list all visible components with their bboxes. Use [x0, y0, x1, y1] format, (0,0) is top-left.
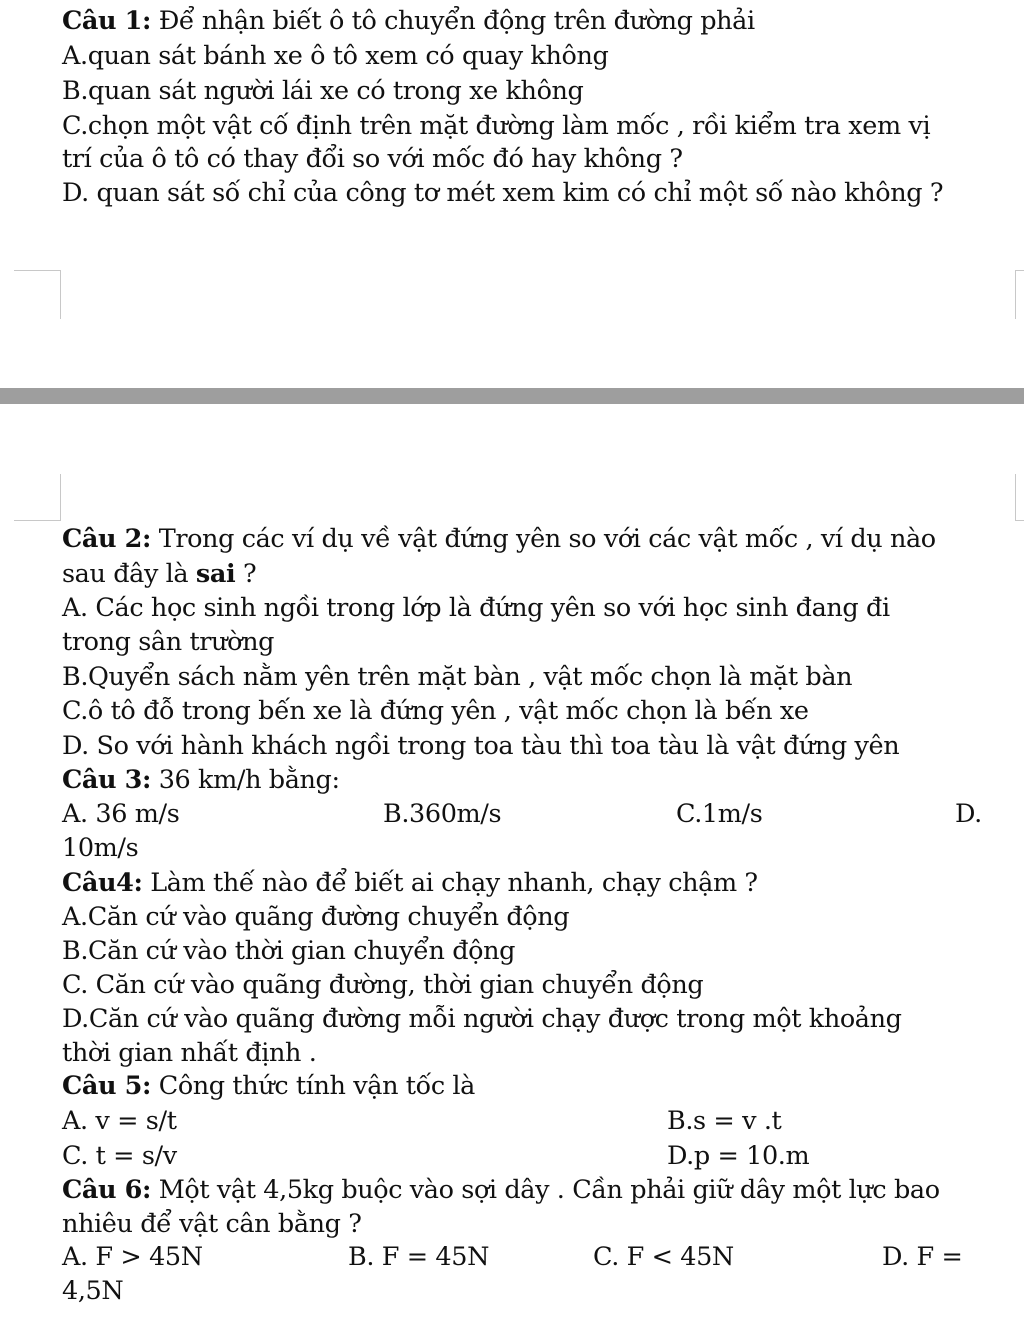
- question-3: [62, 763, 340, 797]
- question-5: [62, 1069, 475, 1103]
- q5-option-b: B.s = v .t: [667, 1106, 782, 1136]
- question-2-cont: [62, 557, 256, 591]
- question-3-label: Câu 3:: [62, 765, 151, 795]
- question-5-text: Công thức tính vận tốc là: [151, 1071, 475, 1101]
- question-4: [62, 866, 758, 900]
- q4-option-d-cont: thời gian nhất định .: [62, 1038, 317, 1068]
- question-4-label: Câu4:: [62, 868, 143, 898]
- page-separator: [0, 388, 1024, 404]
- q4-option-d: D.Căn cứ vào quãng đường mỗi người chạy được trong một khoảng: [62, 1004, 902, 1034]
- page-corner-mark: [1015, 270, 1024, 319]
- question-6: [62, 1173, 940, 1207]
- q2-option-a: A. Các học sinh ngồi trong lớp là đứng yên so với học sinh đang đi: [62, 593, 890, 623]
- q5-option-a: A. v = s/t: [62, 1106, 177, 1136]
- page-corner-mark: [14, 474, 61, 521]
- q6-option-d-value: 4,5N: [62, 1276, 124, 1306]
- q3-option-d-value: 10m/s: [62, 833, 139, 863]
- q6-option-b: B. F = 45N: [348, 1242, 489, 1272]
- q2-line2-pre: sau đây là: [62, 559, 196, 589]
- q3-option-c: C.1m/s: [676, 799, 763, 829]
- q4-option-c: C. Căn cứ vào quãng đường, thời gian chuyển động: [62, 970, 704, 1000]
- q2-option-a-cont: trong sân trường: [62, 627, 275, 657]
- q1-option-c: C.chọn một vật cố định trên mặt đường làm mốc , rồi kiểm tra xem vị: [62, 111, 931, 141]
- question-2-label: Câu 2:: [62, 524, 151, 554]
- question-2: [62, 522, 936, 556]
- q1-option-c-cont: trí của ô tô có thay đổi so với mốc đó hay không ?: [62, 144, 683, 174]
- question-4-text: Làm thế nào để biết ai chạy nhanh, chạy chậm ?: [142, 868, 758, 898]
- question-6-label: Câu 6:: [62, 1175, 151, 1205]
- q5-option-d: D.p = 10.m: [667, 1141, 810, 1171]
- q3-option-b: B.360m/s: [383, 799, 502, 829]
- document-page-1: [0, 0, 1024, 318]
- q2-option-c: C.ô tô đỗ trong bến xe là đứng yên , vật mốc chọn là bến xe: [62, 696, 809, 726]
- q3-option-d: D.: [955, 799, 982, 829]
- q6-option-c: C. F < 45N: [593, 1242, 734, 1272]
- question-1: [62, 4, 755, 38]
- q4-option-a: A.Căn cứ vào quãng đường chuyển động: [62, 902, 570, 932]
- q3-option-a: A. 36 m/s: [62, 799, 180, 829]
- question-1-label: Câu 1:: [62, 6, 151, 36]
- page-corner-mark: [14, 270, 61, 319]
- question-6-cont: nhiêu để vật cân bằng ?: [62, 1209, 362, 1239]
- question-1-text: Để nhận biết ô tô chuyển động trên đường phải: [151, 6, 755, 36]
- q2-line2-bold: sai: [195, 559, 236, 589]
- q5-option-c: C. t = s/v: [62, 1141, 177, 1171]
- question-6-text: Một vật 4,5kg buộc vào sợi dây . Cần phải giữ dây một lực bao: [151, 1175, 940, 1205]
- question-3-text: 36 km/h bằng:: [151, 765, 340, 795]
- q1-option-b: B.quan sát người lái xe có trong xe không: [62, 76, 584, 106]
- question-2-text: Trong các ví dụ về vật đứng yên so với các vật mốc , ví dụ nào: [151, 524, 936, 554]
- q4-option-b: B.Căn cứ vào thời gian chuyển động: [62, 936, 516, 966]
- page-corner-mark: [1015, 474, 1024, 521]
- q6-option-d: D. F =: [882, 1242, 963, 1272]
- q1-option-a: A.quan sát bánh xe ô tô xem có quay không: [62, 41, 609, 71]
- q2-line2-post: ?: [235, 559, 257, 589]
- q1-option-d: D. quan sát số chỉ của công tơ mét xem kim có chỉ một số nào không ?: [62, 178, 944, 208]
- q2-option-b: B.Quyển sách nằm yên trên mặt bàn , vật mốc chọn là mặt bàn: [62, 662, 853, 692]
- q6-option-a: A. F > 45N: [62, 1242, 203, 1272]
- q2-option-d: D. So với hành khách ngồi trong toa tàu thì toa tàu là vật đứng yên: [62, 731, 900, 761]
- question-5-label: Câu 5:: [62, 1071, 151, 1101]
